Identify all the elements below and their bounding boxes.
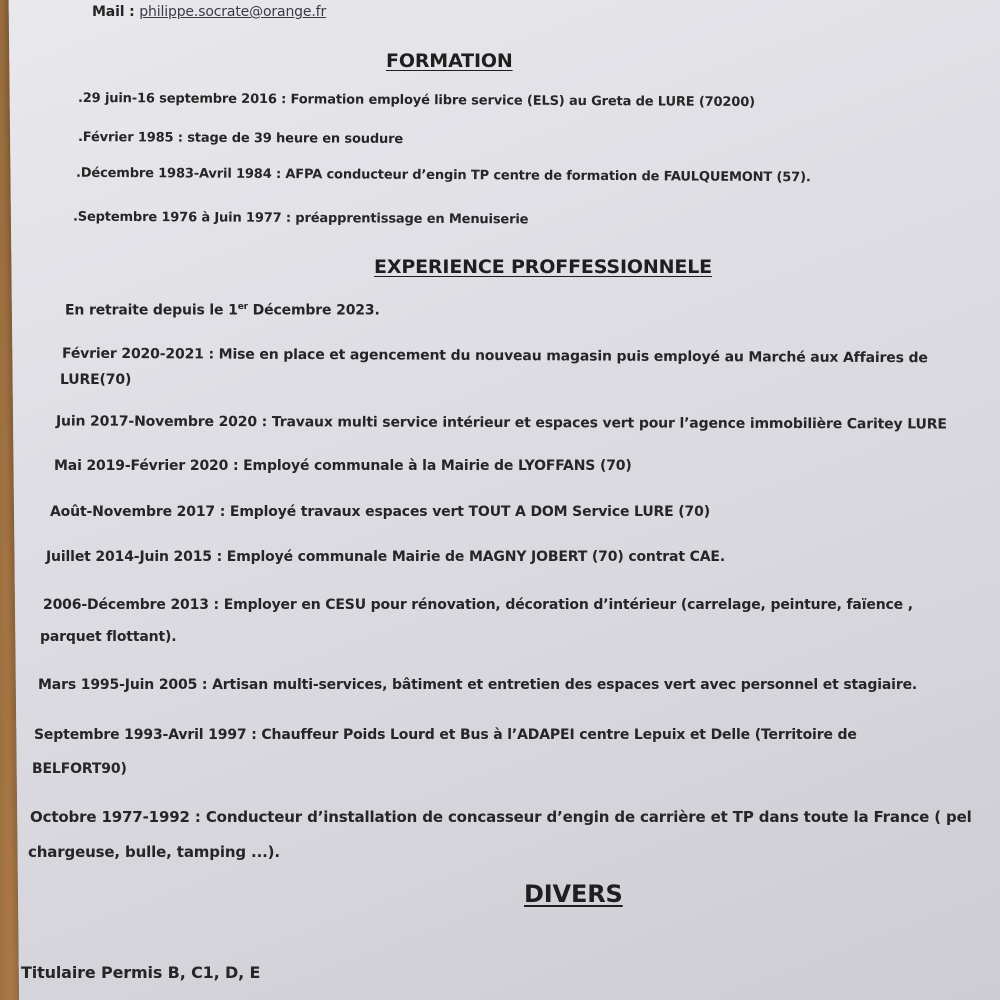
retirement-sup: er [237,302,248,312]
experience-item-line1: Septembre 1993-Avril 1997 : Chauffeur Poids Lourd et Bus à l’ADAPEI centre Lepuix et Delle (Territoire de [34,727,857,743]
experience-item-line1: Juillet 2014-Juin 2015 : Employé communale Mairie de MAGNY JOBERT (70) contrat CAE. [46,549,725,565]
formation-item: .Décembre 1983-Avril 1984 : AFPA conducteur d’engin TP centre de formation de FAULQUEMONT (57). [75,165,811,186]
formation-item: .29 juin-16 septembre 2016 : Formation employé libre service (ELS) au Greta de LURE (70200) [77,90,755,111]
experience-item-line1: 2006-Décembre 2013 : Employer en CESU pour rénovation, décoration d’intérieur (carrelage, peinture, faïence , [43,597,913,613]
experience-item-line1: Mars 1995-Juin 2005 : Artisan multi-services, bâtiment et entretien des espaces vert avec personnel et stagiaire. [38,677,918,693]
experience-item-line2: LURE(70) [60,372,132,388]
mail-label: Mail : [92,4,140,20]
experience-item-line1: Février 2020-2021 : Mise en place et agencement du nouveau magasin puis employé au Marché aux Affaires de [61,345,928,367]
experience-heading: EXPERIENCE PROFFESSIONNELE [374,256,712,278]
formation-item: .Septembre 1976 à Juin 1977 : préapprentissage en Menuiserie [72,209,529,228]
experience-item-line1: Mai 2019-Février 2020 : Employé communale à la Mairie de LYOFFANS (70) [54,458,632,474]
experience-item-line2: chargeuse, bulle, tamping ...). [28,843,280,861]
divers-heading: DIVERS [524,880,623,908]
experience-item-line1: Octobre 1977-1992 : Conducteur d’installation de concasseur d’engin de carrière et TP dans toute la France ( pel [30,808,972,826]
experience-item-line1: Août-Novembre 2017 : Employé travaux espaces vert TOUT A DOM Service LURE (70) [50,504,710,520]
contact-mail-line [92,4,326,20]
retirement-line [65,302,380,319]
experience-item-line2: parquet flottant). [40,629,177,645]
mail-link[interactable]: philippe.socrate@orange.fr [139,4,327,20]
divers-item: Titulaire Permis B, C1, D, E [21,963,261,982]
retirement-end: Décembre 2023. [247,302,380,319]
formation-heading: FORMATION [386,50,513,72]
experience-item-line1: Juin 2017-Novembre 2020 : Travaux multi service intérieur et espaces vert pour l’agence immobilière Caritey LURE [55,413,947,433]
experience-item-line2: BELFORT90) [32,761,127,777]
formation-item: .Février 1985 : stage de 39 heure en soudure [77,130,404,147]
retirement-text: En retraite depuis le 1 [65,302,238,319]
